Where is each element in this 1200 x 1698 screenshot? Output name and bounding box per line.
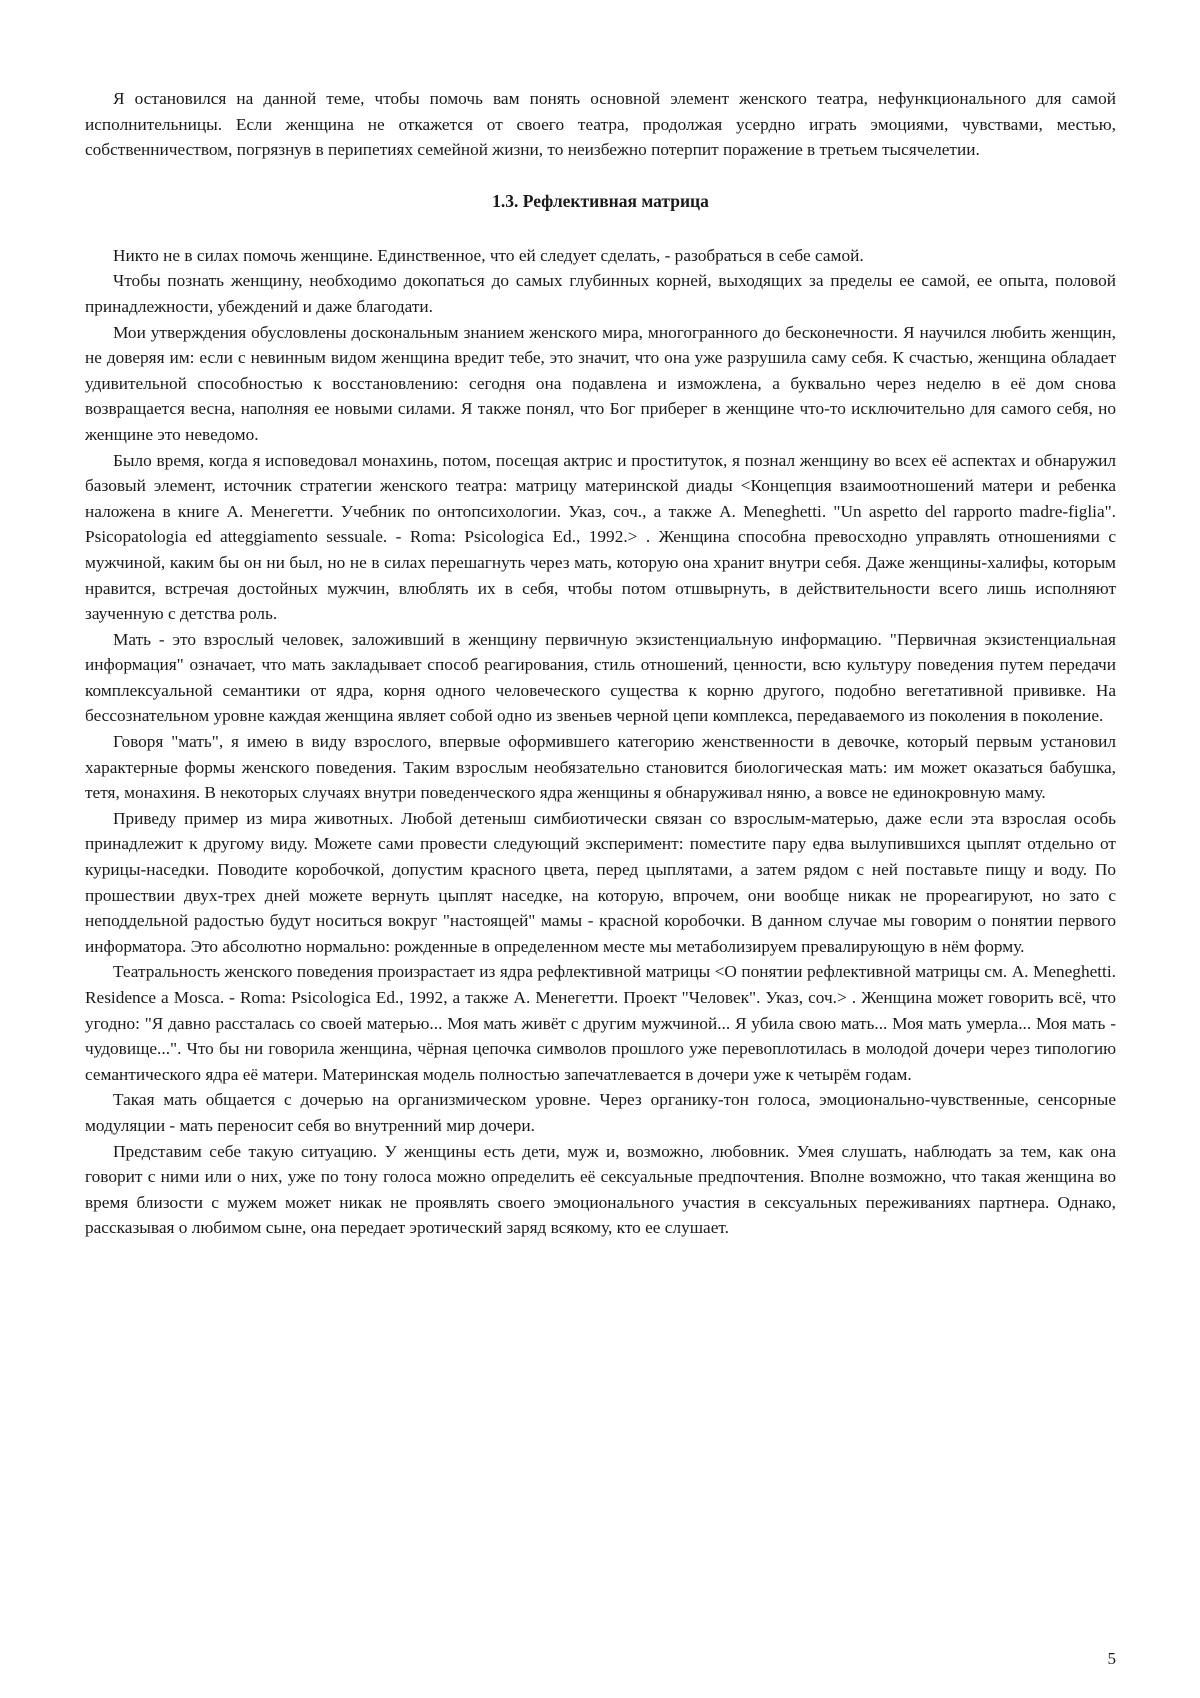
body-paragraph: Никто не в силах помочь женщине. Единственное, что ей следует сделать, - разобраться в себе самой. <box>113 245 864 265</box>
body-paragraph: Театральность женского поведения произрастает из ядра рефлективной матрицы <О понятии рефлективной матрицы см. A. Meneghetti. Residence a Mosca. - Roma: Psicologica Ed., 1992, а также А. Менегетти. Проект "Человек". Указ, соч.> . Женщина может говорить всё, что угодно: "Я давно рассталась со своей матерью... Моя мать живёт с другим мужчиной... Я убила свою мать... Моя мать умерла... Моя мать - чудовище...". Что бы ни говорила женщина, чёрная цепочка символов прошлого уже перевоплотилась в молодой дочери через типологию семантического ядра её матери. Материнская модель полностью запечатлевается в дочери уже к четырём годам. <box>85 962 1116 1084</box>
page-content <box>85 86 1116 1241</box>
body-paragraph: Говоря "мать", я имею в виду взрослого, впервые оформившего категорию женственности в девочке, который первым установил характерные формы женского поведения. Таким взрослым необязательно становится биологическая мать: им может оказаться бабушка, тетя, монахиня. В некоторых случаях внутри поведенческого ядра женщины я обнаруживал няню, а вовсе не единокровную маму. <box>85 732 1116 803</box>
section-heading: 1.3. Рефлективная матрица <box>492 190 709 211</box>
body-paragraph: Было время, когда я исповедовал монахинь, потом, посещая актрис и проституток, я познал женщину во всех её аспектах и обнаружил базовый элемент, источник стратегии женского театра: матрицу материнской диады <Концепция взаимоотношений матери и ребенка наложена в книге А. Менегетти. Учебник по онтопсихологии. Указ, соч., а также A. Meneghetti. "Un aspetto del rapporto madre-figlia". Psicopatologia ed atteggiamento sessuale. - Roma: Psicologica Ed., 1992.> . Женщина способна превосходно управлять отношениями с мужчиной, каким бы он ни был, но не в силах перешагнуть через мать, которую она хранит внутри себя. Даже женщины-халифы, которым нравится, встречая достойных мужчин, влюблять их в себя, чтобы потом отшвырнуть, в действительности всего лишь исполняют заученную с детства роль. <box>85 450 1116 624</box>
body-paragraph: Чтобы познать женщину, необходимо докопаться до самых глубинных корней, выходящих за пределы ее самой, ее опыта, половой принадлежности, убеждений и даже благодати. <box>85 271 1116 316</box>
page-number: 5 <box>1107 1649 1116 1668</box>
body-paragraph: Мои утверждения обусловлены доскональным знанием женского мира, многогранного до бесконечности. Я научился любить женщин, не доверяя им: если с невинным видом женщина вредит тебе, это значит, что она уже разрушила саму себя. К счастью, женщина обладает удивительной способностью к восстановлению: сегодня она подавлена и изможлена, а буквально через неделю в её дом снова возвращается весна, наполняя ее новыми силами. Я также понял, что Бог приберег в женщине что-то исключительно для самого себя, но женщине это неведомо. <box>85 322 1116 444</box>
body-paragraph: Приведу пример из мира животных. Любой детеныш симбиотически связан со взрослым-матерью, даже если эта взрослая особь принадлежит к другому виду. Можете сами провести следующий эксперимент: поместите пару едва вылупившихся цыплят отдельно от курицы-наседки. Поводите коробочкой, допустим красного цвета, перед цыплятами, а затем рядом с ней поставьте пищу и воду. По прошествии двух-трех дней можете вернуть цыплят наседке, на которую, впрочем, они вообще никак не прореагируют, но зато с неподдельной радостью будут носиться вокруг "настоящей" мамы - красной коробочки. В данном случае мы говорим о понятии первого информатора. Это абсолютно нормально: рожденные в определенном месте мы метаболизируем превалирующую в нём форму. <box>85 808 1116 956</box>
body-paragraph: Мать - это взрослый человек, заложивший в женщину первичную экзистенциальную информацию. "Первичная экзистенциальная информация" означает, что мать закладывает способ реагирования, стиль отношений, ценности, всю культуру поведения путем передачи комплексуальной семантики от ядра, корня одного человеческого существа к корню другого, подобно вегетативной прививке. На бессознательном уровне каждая женщина являет собой одно из звеньев черной цепи комплекса, передаваемого из поколения в поколение. <box>85 629 1116 726</box>
intro-paragraph: Я остановился на данной теме, чтобы помочь вам понять основной элемент женского театра, нефункционального для самой исполнительницы. Если женщина не откажется от своего театра, продолжая усердно играть эмоциями, чувствами, местью, собственничеством, погрязнув в перипетиях семейной жизни, то неизбежно потерпит поражение в третьем тысячелетии. <box>85 89 1116 160</box>
body-paragraph: Представим себе такую ситуацию. У женщины есть дети, муж и, возможно, любовник. Умея слушать, наблюдать за тем, как она говорит с ними или о них, уже по тону голоса можно определить её сексуальные предпочтения. Вполне возможно, что такая женщина во время близости с мужем может никак не проявлять своего эмоционального участия в сексуальных переживаниях партнера. Однако, рассказывая о любимом сыне, она передает эротический заряд всякому, кто ее слушает. <box>85 1141 1116 1238</box>
body-paragraph: Такая мать общается с дочерью на организмическом уровне. Через органику-тон голоса, эмоционально-чувственные, сенсорные модуляции - мать переносит себя во внутренний мир дочери. <box>85 1090 1116 1135</box>
